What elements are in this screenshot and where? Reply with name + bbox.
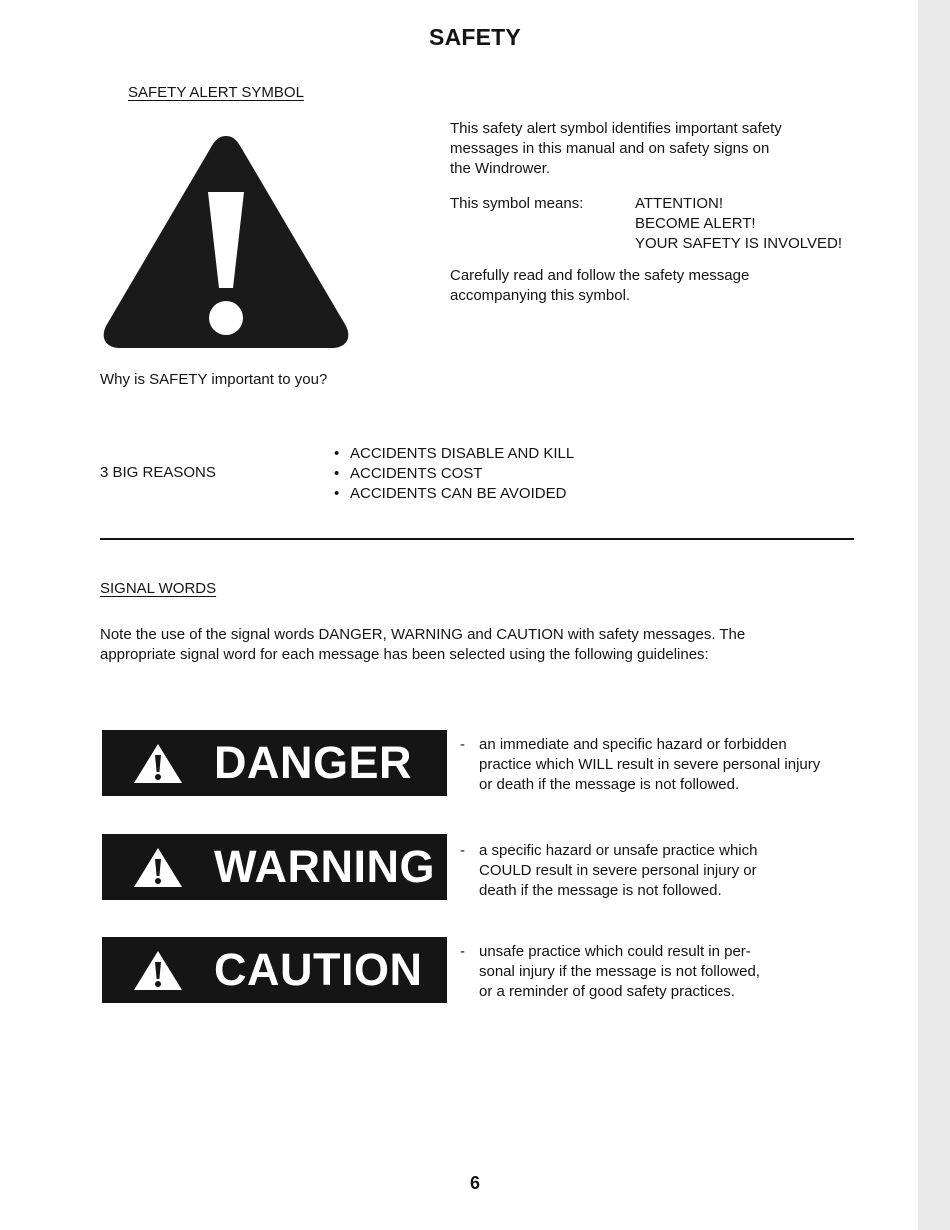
danger-alert-icon [132, 741, 184, 785]
caution-text: unsafe practice which could result in per- sonal injury if the message is not followed, or a reminder of good safety practices. [479, 943, 760, 1000]
page-title: SAFETY [429, 24, 521, 50]
signal-words-heading: SIGNAL WORDS [100, 580, 217, 597]
page-number: 6 [469, 1173, 480, 1193]
bullet-dash: - [460, 736, 465, 753]
bullet-dash: - [460, 842, 465, 859]
signal-words-intro: Note the use of the signal words DANGER, WARNING and CAUTION with safety messages. The appropriate signal word for each message has been selected using the following guidelines: [100, 626, 746, 663]
safety-alert-triangle-icon [100, 130, 352, 354]
reasons-label: 3 BIG REASONS [100, 464, 216, 481]
section-divider [100, 538, 854, 540]
danger-word: DANGER [214, 737, 413, 788]
list-item: • ACCIDENTS CAN BE AVOIDED [330, 484, 574, 504]
danger-banner [102, 730, 447, 796]
caution-banner [102, 937, 447, 1003]
safety-question: Why is SAFETY important to you? [100, 371, 328, 388]
means-line: YOUR SAFETY IS INVOLVED! [635, 235, 842, 252]
warning-alert-icon [132, 845, 184, 889]
bullet-dash: - [460, 943, 465, 960]
reasons-list [330, 444, 574, 504]
safety-alert-heading: SAFETY ALERT SYMBOL [128, 84, 304, 101]
warning-banner [102, 834, 447, 900]
list-item: • ACCIDENTS DISABLE AND KILL [330, 444, 574, 464]
means-line: ATTENTION! [635, 195, 724, 212]
safety-alert-description: This safety alert symbol identifies important safety messages in this manual and on safety signs on the Windrower. [450, 120, 782, 177]
caution-description [460, 942, 860, 1002]
danger-text: an immediate and specific hazard or forbidden practice which WILL result in severe personal injury or death if the message is not followed. [479, 736, 821, 793]
safety-instruction: Carefully read and follow the safety message accompanying this symbol. [450, 267, 750, 304]
warning-word: WARNING [214, 841, 435, 892]
caution-word: CAUTION [214, 944, 423, 995]
caution-alert-icon [132, 948, 184, 992]
symbol-means-list [635, 194, 842, 254]
warning-description [460, 841, 860, 901]
page-gutter [918, 0, 950, 1230]
means-line: BECOME ALERT! [635, 215, 756, 232]
list-item: • ACCIDENTS COST [330, 464, 574, 484]
warning-text: a specific hazard or unsafe practice which COULD result in severe personal injury or death if the message is not followed. [479, 842, 758, 899]
danger-description [460, 735, 860, 795]
symbol-means-label: This symbol means: [450, 195, 584, 212]
